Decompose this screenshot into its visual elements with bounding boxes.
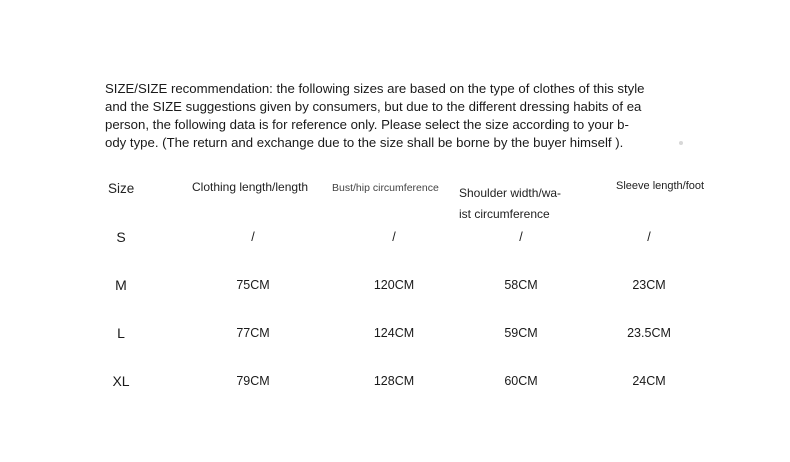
bust-cell: / <box>392 230 396 244</box>
bust-cell: 120CM <box>373 278 415 292</box>
header-sleeve-length: Sleeve length/foot <box>616 180 705 192</box>
length-cell: 77CM <box>236 326 270 340</box>
length-cell: 75CM <box>236 278 270 292</box>
shoulder-cell: 59CM <box>504 326 538 340</box>
notice-line: person, the following data is for reference only. Please select the size according to your b- <box>105 117 629 132</box>
sleeve-cell: 24CM <box>632 374 666 388</box>
bust-cell: 128CM <box>373 374 415 388</box>
header-clothing-length: Clothing length/length <box>192 180 309 194</box>
size-cell: XL <box>112 373 130 389</box>
bust-cell: 124CM <box>373 326 415 340</box>
header-size: Size <box>108 181 135 196</box>
shoulder-cell: / <box>519 230 523 244</box>
size-recommendation-notice <box>105 80 687 152</box>
sleeve-cell: 23.5CM <box>627 326 671 340</box>
length-cell: / <box>251 230 255 244</box>
notice-line: SIZE/SIZE recommendation: the following sizes are based on the type of clothes of this style <box>105 81 645 96</box>
size-cell: S <box>116 229 126 245</box>
shoulder-cell: 58CM <box>504 278 538 292</box>
decorative-dot <box>679 141 683 145</box>
header-shoulder-waist-2: ist circumference <box>459 207 550 221</box>
header-bust-hip: Bust/hip circumference <box>332 182 439 194</box>
header-shoulder-waist-1: Shoulder width/wa- <box>459 186 562 200</box>
sleeve-cell: / <box>647 230 651 244</box>
size-cell: M <box>115 277 127 293</box>
notice-line: ody type. (The return and exchange due to the size shall be borne by the buyer himself ). <box>105 135 624 150</box>
notice-line: and the SIZE suggestions given by consumers, but due to the different dressing habits of ea <box>105 99 642 114</box>
sleeve-cell: 23CM <box>632 278 666 292</box>
shoulder-cell: 60CM <box>504 374 538 388</box>
size-cell: L <box>117 325 125 341</box>
length-cell: 79CM <box>236 374 270 388</box>
